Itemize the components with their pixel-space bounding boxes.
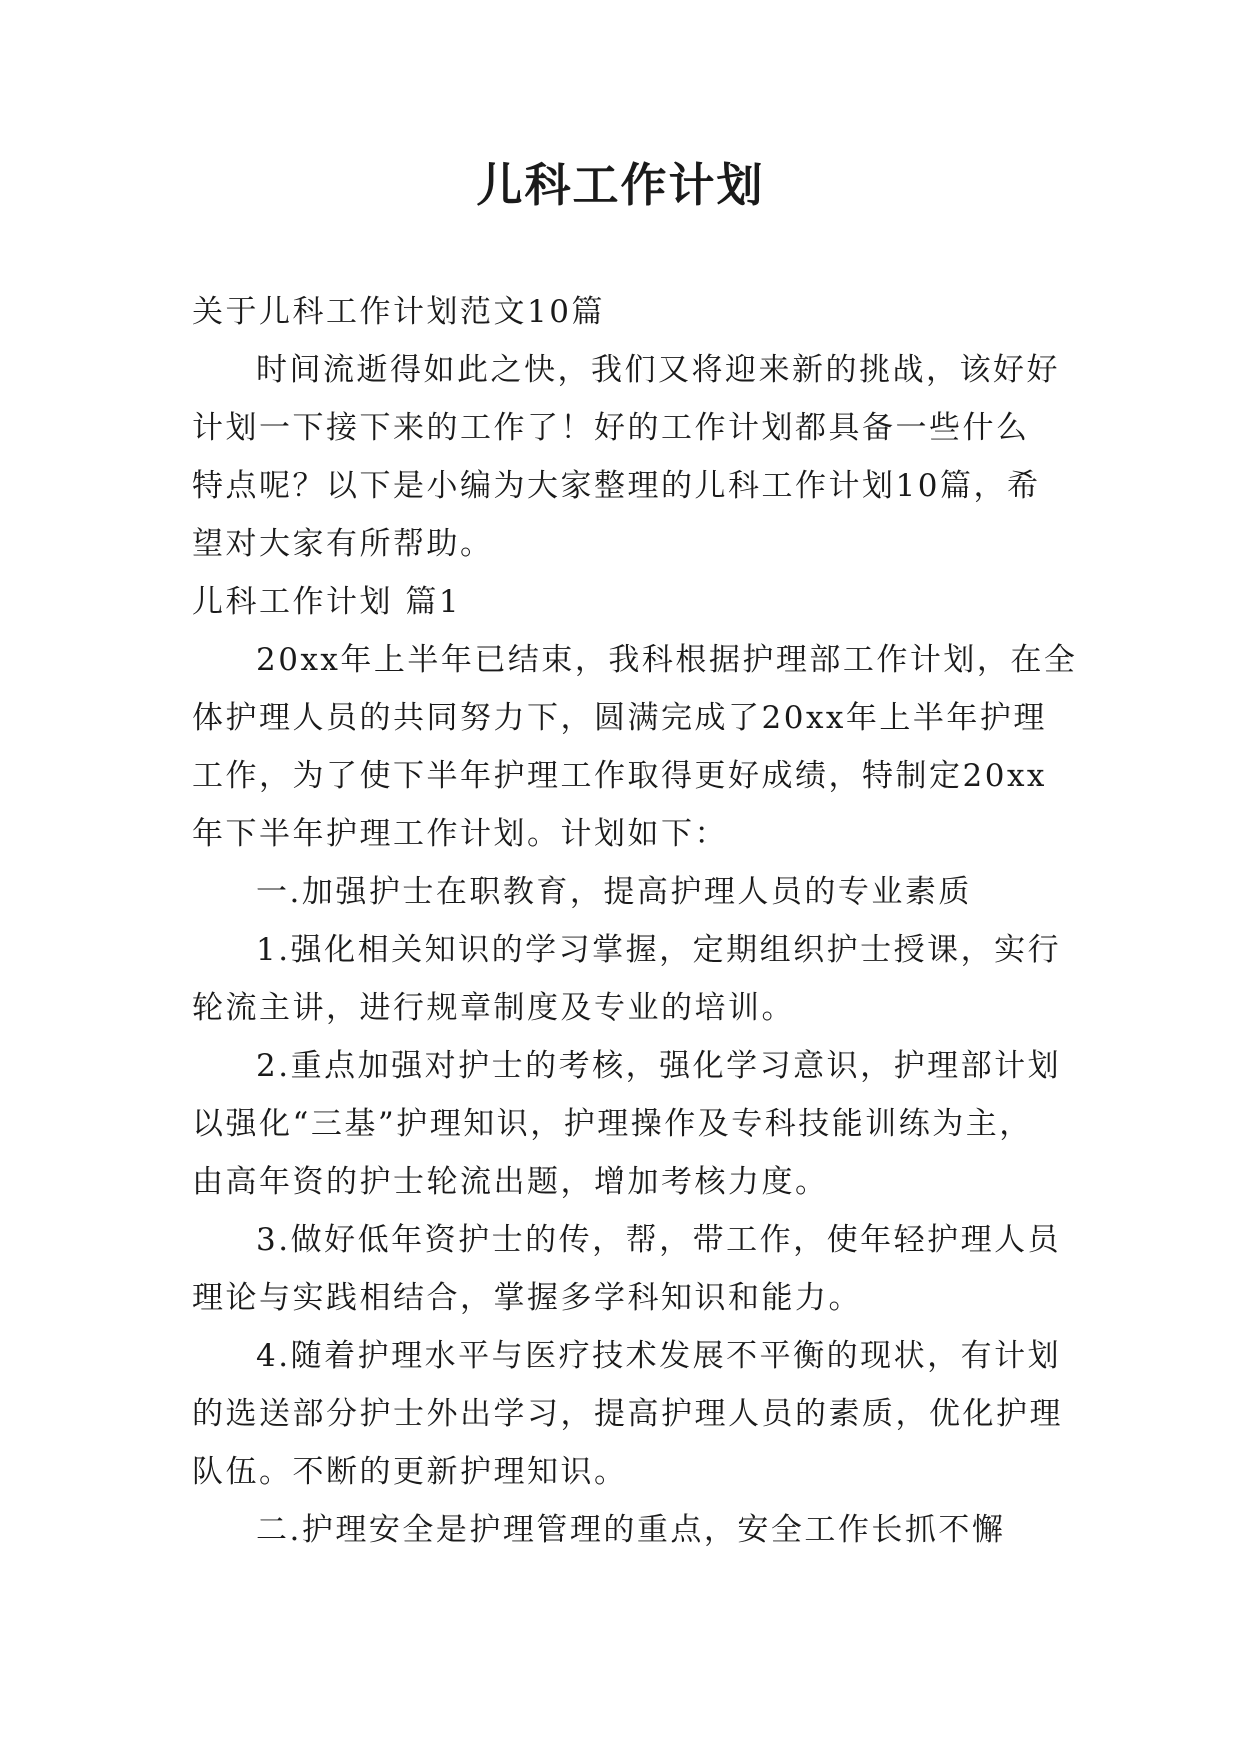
text-line: 4.随着护理水平与医疗技术发展不平衡的现状，有计划	[256, 1338, 1062, 1374]
text-line: 20xx年上半年已结束，我科根据护理部工作计划，在全	[256, 642, 1078, 678]
text-line: 一.加强护士在职教育，提高护理人员的专业素质	[256, 874, 972, 910]
text-line: 二.护理安全是护理管理的重点，安全工作长抓不懈	[256, 1512, 1006, 1548]
text-line: 特点呢？以下是小编为大家整理的儿科工作计划10篇，希	[192, 468, 1041, 504]
text-line: 计划一下接下来的工作了！好的工作计划都具备一些什么	[192, 410, 1030, 446]
text-line: 2.重点加强对护士的考核，强化学习意识，护理部计划	[256, 1048, 1062, 1084]
text-line: 体护理人员的共同努力下，圆满完成了20xx年上半年护理	[192, 700, 1047, 736]
text-line: 理论与实践相结合，掌握多学科知识和能力。	[192, 1280, 862, 1316]
text-line: 轮流主讲，进行规章制度及专业的培训。	[192, 990, 795, 1026]
document-title: 儿科工作计划	[476, 158, 765, 212]
text-line: 工作，为了使下半年护理工作取得更好成绩，特制定20xx	[192, 758, 1047, 794]
text-line: 儿科工作计划 篇1	[192, 584, 462, 620]
text-line: 的选送部分护士外出学习，提高护理人员的素质，优化护理	[192, 1396, 1063, 1432]
text-line: 时间流逝得如此之快，我们又将迎来新的挑战，该好好	[256, 352, 1060, 388]
text-line: 1.强化相关知识的学习掌握，定期组织护士授课，实行	[256, 932, 1062, 968]
text-line: 关于儿科工作计划范文10篇	[192, 294, 605, 330]
text-line: 队伍。不断的更新护理知识。	[192, 1454, 628, 1490]
text-line: 以强化“三基”护理知识，护理操作及专科技能训练为主，	[192, 1106, 1033, 1142]
text-line: 年下半年护理工作计划。计划如下：	[192, 816, 728, 852]
text-line: 由高年资的护士轮流出题，增加考核力度。	[192, 1164, 829, 1200]
text-line: 望对大家有所帮助。	[192, 526, 494, 562]
text-line: 3.做好低年资护士的传，帮，带工作，使年轻护理人员	[256, 1222, 1062, 1258]
document-body	[192, 283, 1078, 1559]
